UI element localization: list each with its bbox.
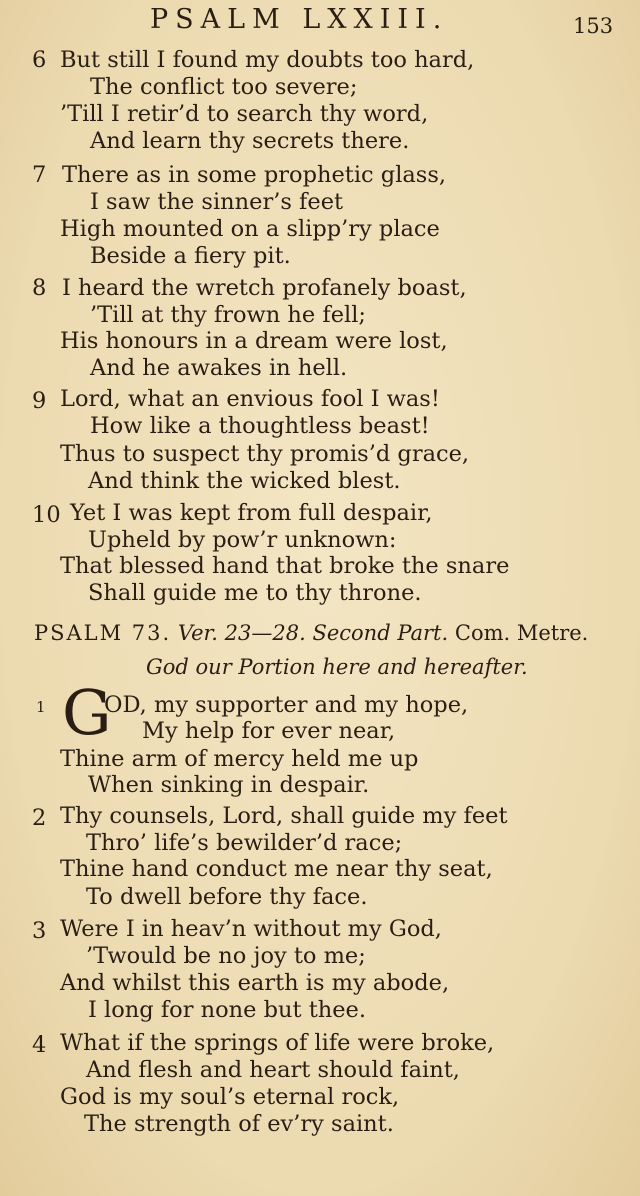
verse-line: Yet I was kept from full despair, bbox=[70, 500, 433, 526]
verse-line: Thus to suspect thy promis’d grace, bbox=[60, 441, 470, 467]
verse-line: But still I found my doubts too hard, bbox=[60, 47, 475, 73]
verse-line: Thy counsels, Lord, shall guide my feet bbox=[60, 803, 508, 829]
verse-line: And whilst this earth is my abode, bbox=[60, 970, 450, 996]
verse-line: Thine arm of mercy held me up bbox=[60, 746, 419, 772]
verse-line: God is my soul’s eternal rock, bbox=[60, 1084, 400, 1110]
verse-line: And he awakes in hell. bbox=[90, 355, 348, 381]
verse-number: 4 bbox=[32, 1032, 47, 1058]
verse-number: 9 bbox=[32, 388, 47, 414]
verse-line: ’Till at thy frown he fell; bbox=[90, 302, 367, 328]
verse-number: 7 bbox=[32, 162, 47, 188]
verse-line: I heard the wretch profanely boast, bbox=[62, 275, 467, 301]
verse-line: Were I in heav’n without my God, bbox=[60, 916, 442, 942]
verse-line: High mounted on a slipp’ry place bbox=[60, 216, 440, 242]
verse-number: 6 bbox=[32, 47, 47, 73]
verse-line: And flesh and heart should faint, bbox=[86, 1057, 460, 1083]
verse-line: Thro’ life’s bewilder’d race; bbox=[86, 830, 403, 856]
verse-line: I saw the sinner’s feet bbox=[90, 189, 344, 215]
verse-line: And learn thy secrets there. bbox=[90, 128, 410, 154]
verse-line: Thine hand conduct me near thy seat, bbox=[60, 856, 493, 882]
running-title: PSALM LXXIII. bbox=[150, 4, 449, 35]
verse-number: 2 bbox=[32, 805, 47, 831]
verse-line: Shall guide me to thy throne. bbox=[88, 580, 422, 606]
verse-line: My help for ever near, bbox=[142, 718, 396, 744]
metre-label: Com. Metre. bbox=[454, 621, 589, 645]
psalm-subtitle: God our Portion here and hereafter. bbox=[146, 655, 528, 679]
verse-number: 10 bbox=[32, 502, 61, 528]
verse-line: The conflict too severe; bbox=[90, 74, 358, 100]
verse-line: Beside a fiery pit. bbox=[90, 243, 291, 269]
verse-line: How like a thoughtless beast! bbox=[90, 413, 430, 439]
verse-line: OD, my supporter and my hope, bbox=[104, 692, 469, 718]
verse-line: Upheld by pow’r unknown: bbox=[88, 527, 397, 553]
verse-line: His honours in a dream were lost, bbox=[60, 328, 448, 354]
verse-line: I long for none but thee. bbox=[88, 997, 367, 1023]
verse-line: When sinking in despair. bbox=[88, 772, 370, 798]
verse-number: 8 bbox=[32, 275, 47, 301]
verse-line: To dwell before thy face. bbox=[86, 884, 368, 910]
verse-line: What if the springs of life were broke, bbox=[60, 1030, 495, 1056]
verse-line: There as in some prophetic glass, bbox=[62, 162, 447, 188]
verse-line: And think the wicked blest. bbox=[88, 468, 401, 494]
verse-number: 3 bbox=[32, 918, 47, 944]
psalm-heading bbox=[34, 620, 588, 646]
verse-range: Ver. 23—28. bbox=[177, 621, 306, 645]
verse-number: 1 bbox=[36, 698, 46, 716]
verse-line: That blessed hand that broke the snare bbox=[60, 553, 510, 579]
verse-line: ’Twould be no joy to me; bbox=[86, 943, 366, 969]
page-header bbox=[0, 0, 640, 44]
drop-cap: G bbox=[62, 676, 112, 749]
page-number: 153 bbox=[573, 14, 614, 38]
verse-line: ’Till I retir’d to search thy word, bbox=[60, 101, 429, 127]
psalm-number: PSALM 73. bbox=[34, 621, 172, 645]
verse-line: The strength of ev’ry saint. bbox=[84, 1111, 394, 1137]
part-label: Second Part. bbox=[312, 621, 449, 645]
verse-line: Lord, what an envious fool I was! bbox=[60, 386, 440, 412]
